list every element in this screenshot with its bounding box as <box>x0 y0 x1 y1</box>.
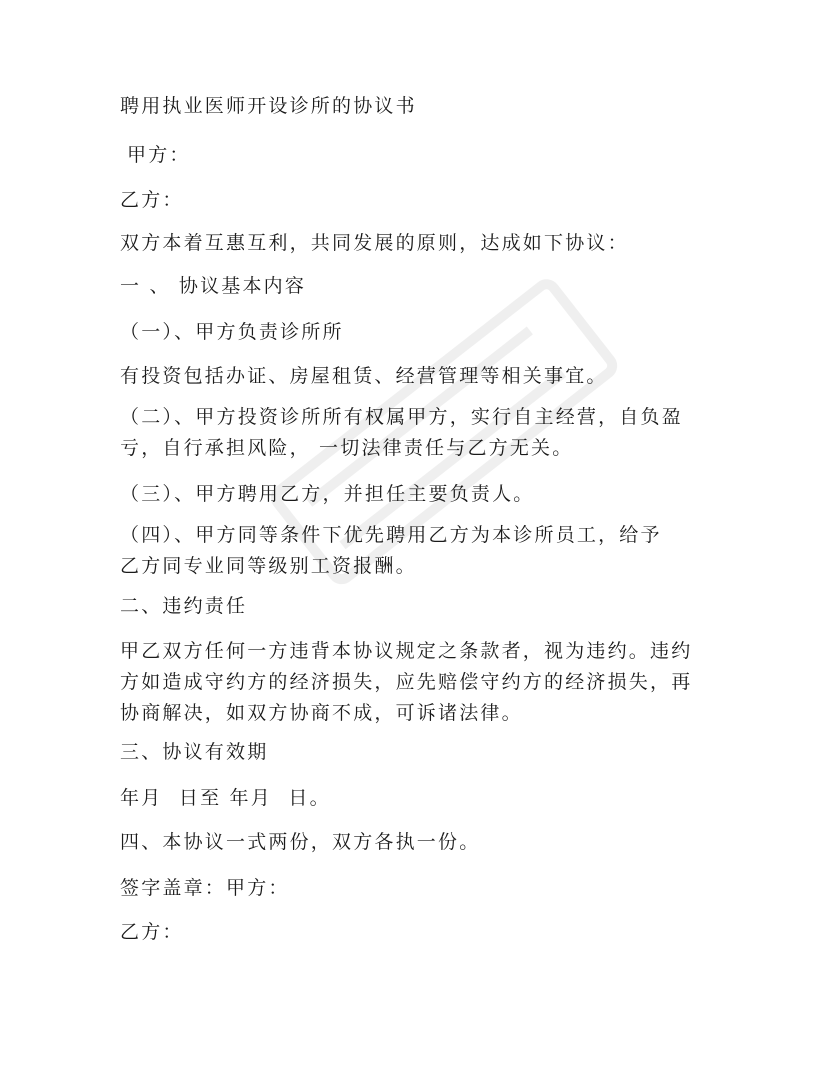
validity-period: 年月 日至 年月 日。 <box>120 787 331 809</box>
party-a-label: 甲方： <box>127 144 191 166</box>
section-2-heading: 二、违约责任 <box>120 595 248 617</box>
section-4-text: 四、本协议一式两份，双方各执一份。 <box>120 831 481 853</box>
preamble-text: 双方本着互惠互利，共同发展的原则，达成如下协议： <box>120 232 629 254</box>
clause-2-line-1: （二）、甲方投资诊所所有权属甲方，实行自主经营，自负盈 <box>120 406 683 428</box>
clause-2 <box>120 402 710 464</box>
clause-4-line-1: （四）、甲方同等条件下优先聘用乙方为本诊所员工，给予 <box>120 524 662 546</box>
signature-party-a: 签字盖章：甲方： <box>120 877 290 899</box>
breach-paragraph <box>120 636 710 729</box>
party-b-label: 乙方： <box>120 189 184 211</box>
section-3-heading: 三、协议有效期 <box>120 741 269 763</box>
clause-4-line-2: 乙方同专业同等级别工资报酬。 <box>120 555 417 577</box>
breach-line-1: 甲乙双方任何一方违背本协议规定之条款者，视为违约。违约 <box>120 640 693 662</box>
clause-4 <box>120 520 710 582</box>
signature-party-b: 乙方： <box>120 921 184 943</box>
clause-3: （三）、甲方聘用乙方，并担任主要负责人。 <box>120 483 535 505</box>
clause-1: （一）、甲方负责诊所所 <box>120 321 344 343</box>
clause-1-continued: 有投资包括办证、房屋租赁、经营管理等相关事宜。 <box>120 365 608 387</box>
section-1-heading: 一 、 协议基本内容 <box>120 275 307 297</box>
breach-line-3: 协商解决，如双方协商不成，可诉诸法律。 <box>120 702 523 724</box>
breach-line-2: 方如造成守约方的经济损失，应先赔偿守约方的经济损失，再 <box>120 671 693 693</box>
document-title: 聘用执业医师开设诊所的协议书 <box>120 95 417 117</box>
clause-2-line-2: 亏，自行承担风险， 一切法律责任与乙方无关。 <box>120 437 574 459</box>
